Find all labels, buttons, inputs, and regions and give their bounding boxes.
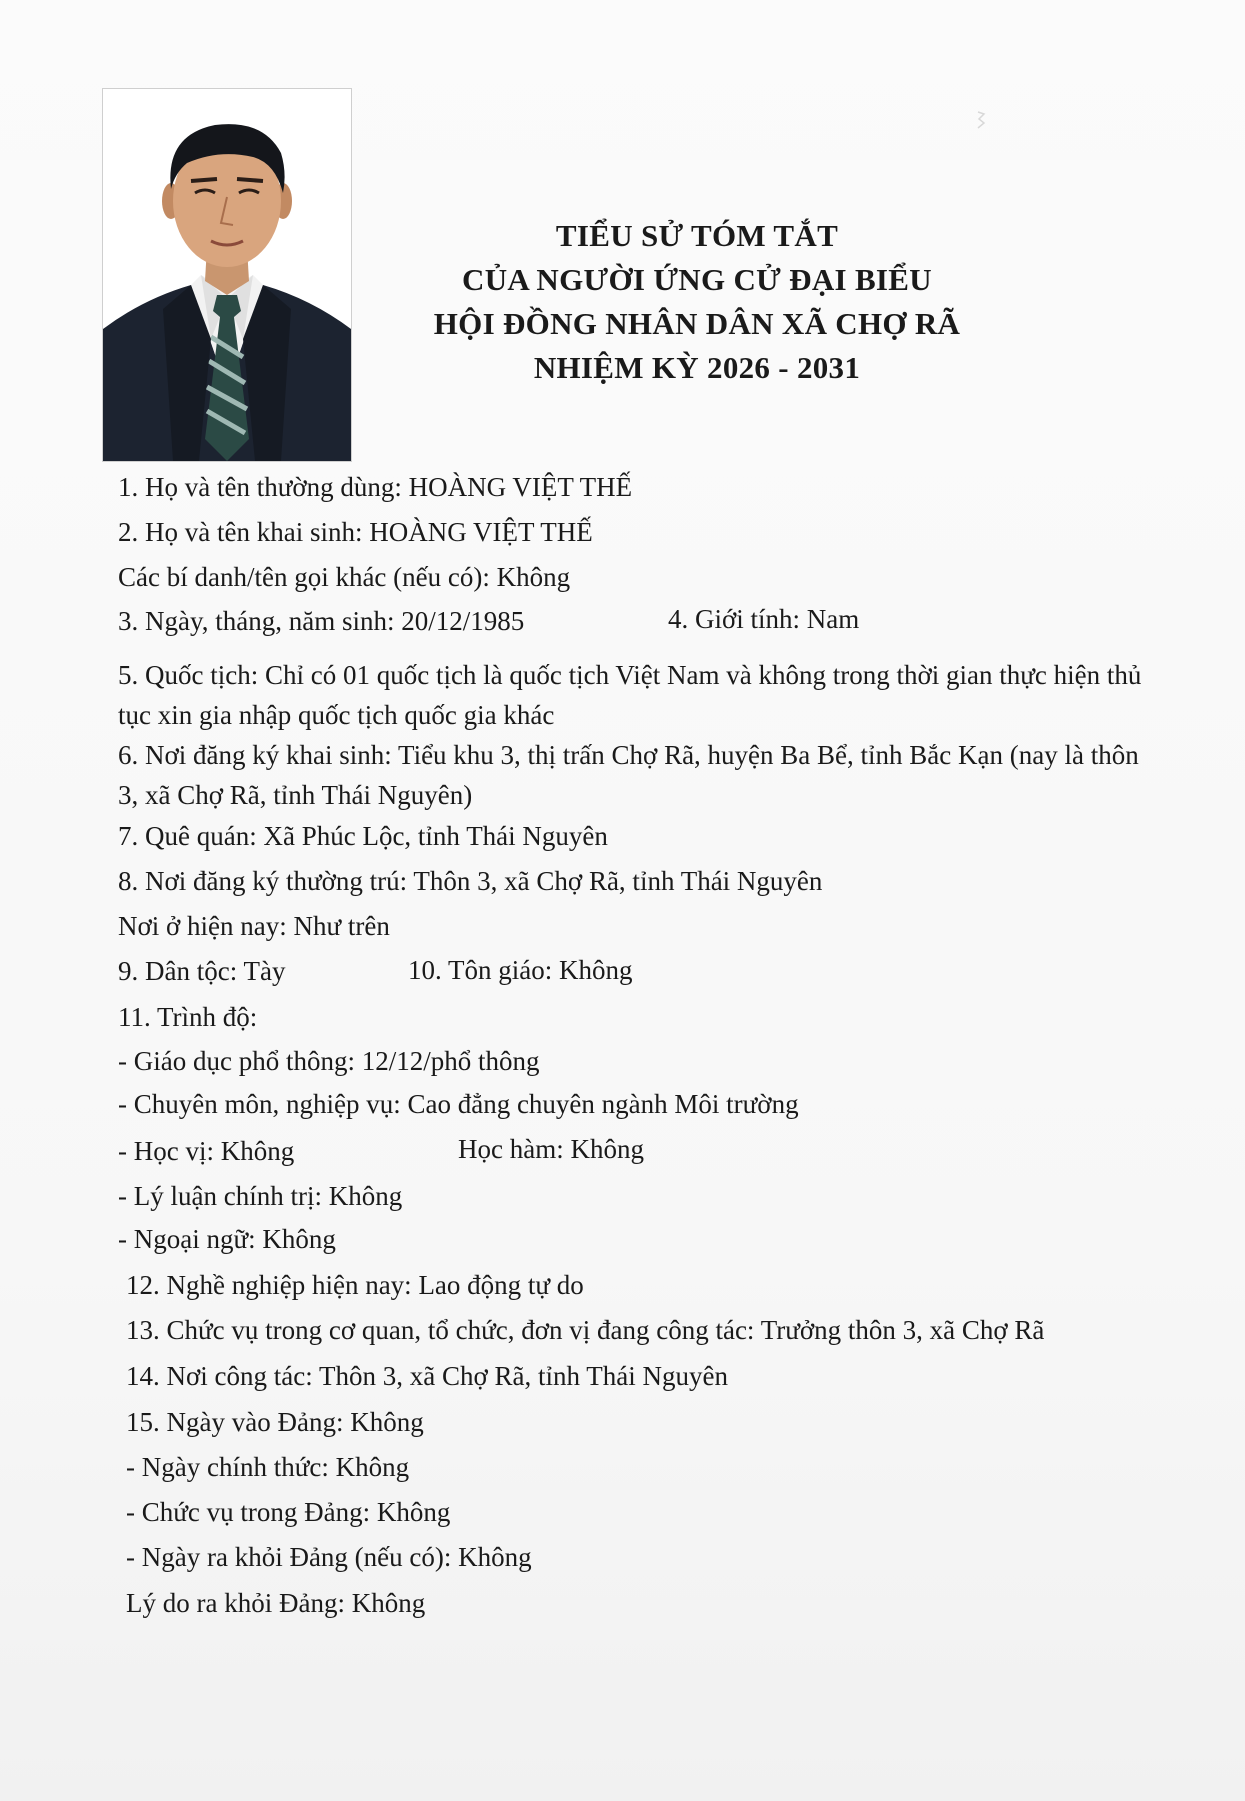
field-current-residence: Nơi ở hiện nay: Như trên — [118, 911, 390, 941]
field-party-position: - Chức vụ trong Đảng: Không — [126, 1497, 451, 1527]
field-religion: 10. Tôn giáo: Không — [408, 955, 633, 985]
field-degree: - Học vị: Không — [118, 1136, 295, 1166]
field-nationality: 5. Quốc tịch: Chỉ có 01 quốc tịch là quốc tịch Việt Nam và không trong thời gian thực hiện thủ tục xin gia nhập quốc tịch quốc gia khác — [118, 660, 1142, 730]
field-foreign-language: - Ngoại ngữ: Không — [118, 1224, 336, 1254]
field-hometown: 7. Quê quán: Xã Phúc Lộc, tỉnh Thái Nguyên — [118, 821, 608, 851]
field-position: 13. Chức vụ trong cơ quan, tổ chức, đơn vị đang công tác: Trưởng thôn 3, xã Chợ Rã — [126, 1315, 1045, 1345]
scan-speck — [976, 110, 986, 134]
field-professional-training: - Chuyên môn, nghiệp vụ: Cao đẳng chuyên ngành Môi trường — [118, 1089, 799, 1119]
field-permanent-residence: 8. Nơi đăng ký thường trú: Thôn 3, xã Chợ Rã, tỉnh Thái Nguyên — [118, 866, 823, 896]
field-ethnicity: 9. Dân tộc: Tày — [118, 956, 286, 986]
field-party-leave-date: - Ngày ra khỏi Đảng (nếu có): Không — [126, 1542, 532, 1572]
field-birth-registration: 6. Nơi đăng ký khai sinh: Tiểu khu 3, thị trấn Chợ Rã, huyện Ba Bể, tỉnh Bắc Kạn (nay là thôn 3, xã Chợ Rã, tỉnh Thái Nguyên) — [118, 740, 1139, 810]
field-party-join-date: 15. Ngày vào Đảng: Không — [126, 1407, 424, 1437]
title-line-4: NHIỆM KỲ 2026 - 2031 — [533, 350, 861, 385]
field-academic-title: Học hàm: Không — [458, 1134, 644, 1164]
field-party-leave-reason: Lý do ra khỏi Đảng: Không — [126, 1588, 426, 1618]
title-line-3: HỘI ĐỒNG NHÂN DÂN XÃ CHỢ RÃ — [433, 306, 961, 341]
field-birth-date: 3. Ngày, tháng, năm sinh: 20/12/1985 — [118, 606, 525, 636]
field-general-education: - Giáo dục phổ thông: 12/12/phổ thông — [118, 1046, 540, 1076]
field-education-heading: 11. Trình độ: — [118, 1002, 258, 1032]
field-birth-name: 2. Họ và tên khai sinh: HOÀNG VIỆT THẾ — [118, 517, 593, 547]
field-occupation: 12. Nghề nghiệp hiện nay: Lao động tự do — [126, 1270, 584, 1300]
field-alias: Các bí danh/tên gọi khác (nếu có): Không — [118, 562, 571, 592]
field-political-theory: - Lý luận chính trị: Không — [118, 1181, 403, 1211]
field-gender: 4. Giới tính: Nam — [668, 604, 860, 634]
field-common-name: 1. Họ và tên thường dùng: HOÀNG VIỆT THẾ — [118, 472, 633, 502]
title-line-1: TIỂU SỬ TÓM TẮT — [555, 218, 839, 253]
field-workplace: 14. Nơi công tác: Thôn 3, xã Chợ Rã, tỉnh Thái Nguyên — [126, 1361, 728, 1391]
document-title — [372, 214, 1022, 390]
field-party-official-date: - Ngày chính thức: Không — [126, 1452, 410, 1482]
portrait-photo — [102, 88, 352, 462]
title-line-2: CỦA NGƯỜI ỨNG CỬ ĐẠI BIỂU — [462, 262, 932, 297]
